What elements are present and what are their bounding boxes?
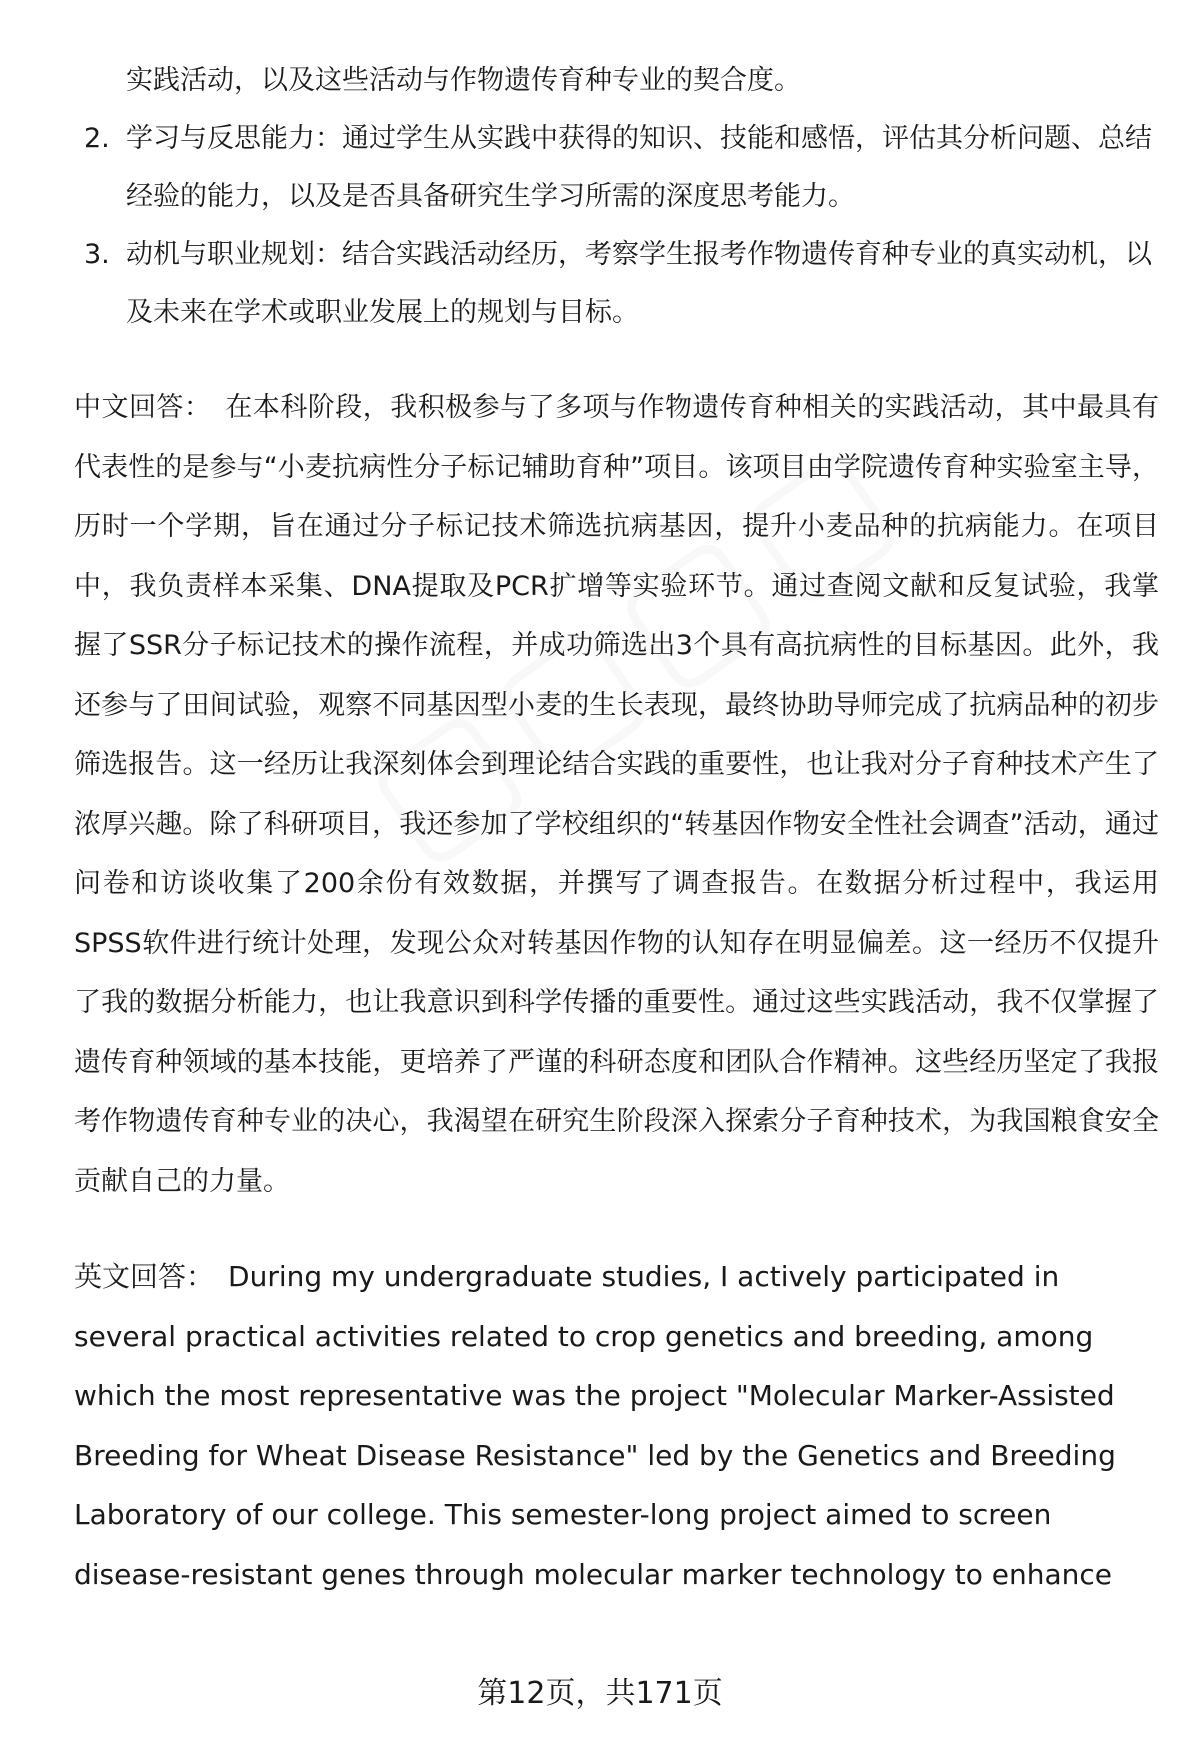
list-item-text: 学习与反思能力：通过学生从实践中获得的知识、技能和感悟，评估其分析问题、总结经验的能力，以及是否具备研究生学习所需的深度思考能力。 [126, 123, 1152, 212]
chinese-answer-text: 在本科阶段，我积极参与了多项与作物遗传育种相关的实践活动，其中最具有代表性的是参与“小麦抗病性分子标记辅助育种”项目。该项目由学院遗传育种实验室主导，历时一个学期，旨在通过分子标记技术筛选抗病基因，提升小麦品种的抗病能力。在项目中，我负责样本采集、DNA提取及PCR扩增等实验环节。通过查阅文献和反复试验，我掌握了SSR分子标记技术的操作流程，并成功筛选出3个具有高抗病性的目标基因。此外，我还参与了田间试验，观察不同基因型小麦的生长表现，最终协助导师完成了抗病品种的初步筛选报告。这一经历让我深刻体会到理论结合实践的重要性，也让我对分子育种技术产生了浓厚兴趣。除了科研项目，我还参加了学校组织的“转基因作物安全性社会调查”活动，通过问卷和访谈收集了200余份有效数据，并撰写了调查报告。在数据分析过程中，我运用SPSS软件进行统计处理，发现公众对转基因作物的认知存在明显偏差。这一经历不仅提升了我的数据分析能力，也让我意识到科学传播的重要性。通过这些实践活动，我不仅掌握了遗传育种领域的基本技能，更培养了严谨的科研态度和团队合作精神。这些经历坚定了我报考作物遗传育种专业的决心，我渴望在研究生阶段深入探索分子育种技术，为我国粮食安全贡献自己的力量。 [74, 392, 1160, 1197]
page-content [74, 52, 1159, 1604]
evaluation-criteria-list [74, 110, 1159, 342]
list-item-number: 3. [84, 239, 110, 270]
chinese-answer-paragraph [74, 378, 1159, 1211]
list-item-number: 2. [84, 123, 110, 154]
list-item [74, 110, 1159, 226]
english-answer-label: 英文回答： [74, 1260, 215, 1293]
chinese-answer-label: 中文回答： [74, 392, 212, 423]
list-item-text: 动机与职业规划：结合实践活动经历，考察学生报考作物遗传育种专业的真实动机，以及未来在学术或职业发展上的规划与目标。 [126, 239, 1152, 328]
english-answer-text: During my undergraduate studies, I actively participated in several practical activities related to crop genetics and breeding, among which the most representative was the project "Molecular Marker-Assisted Breeding for Wheat Disease Resistance" led by the Genetics and Breeding Laboratory of our college. This semester-long project aimed to screen disease-resistant genes through molecular marker technology to enhance [74, 1260, 1116, 1591]
list-item-continuation: 实践活动，以及这些活动与作物遗传育种专业的契合度。 [126, 65, 801, 96]
english-answer-paragraph [74, 1247, 1159, 1604]
page-number-footer: 第12页，共171页 [477, 1676, 723, 1711]
list-item [74, 226, 1159, 342]
